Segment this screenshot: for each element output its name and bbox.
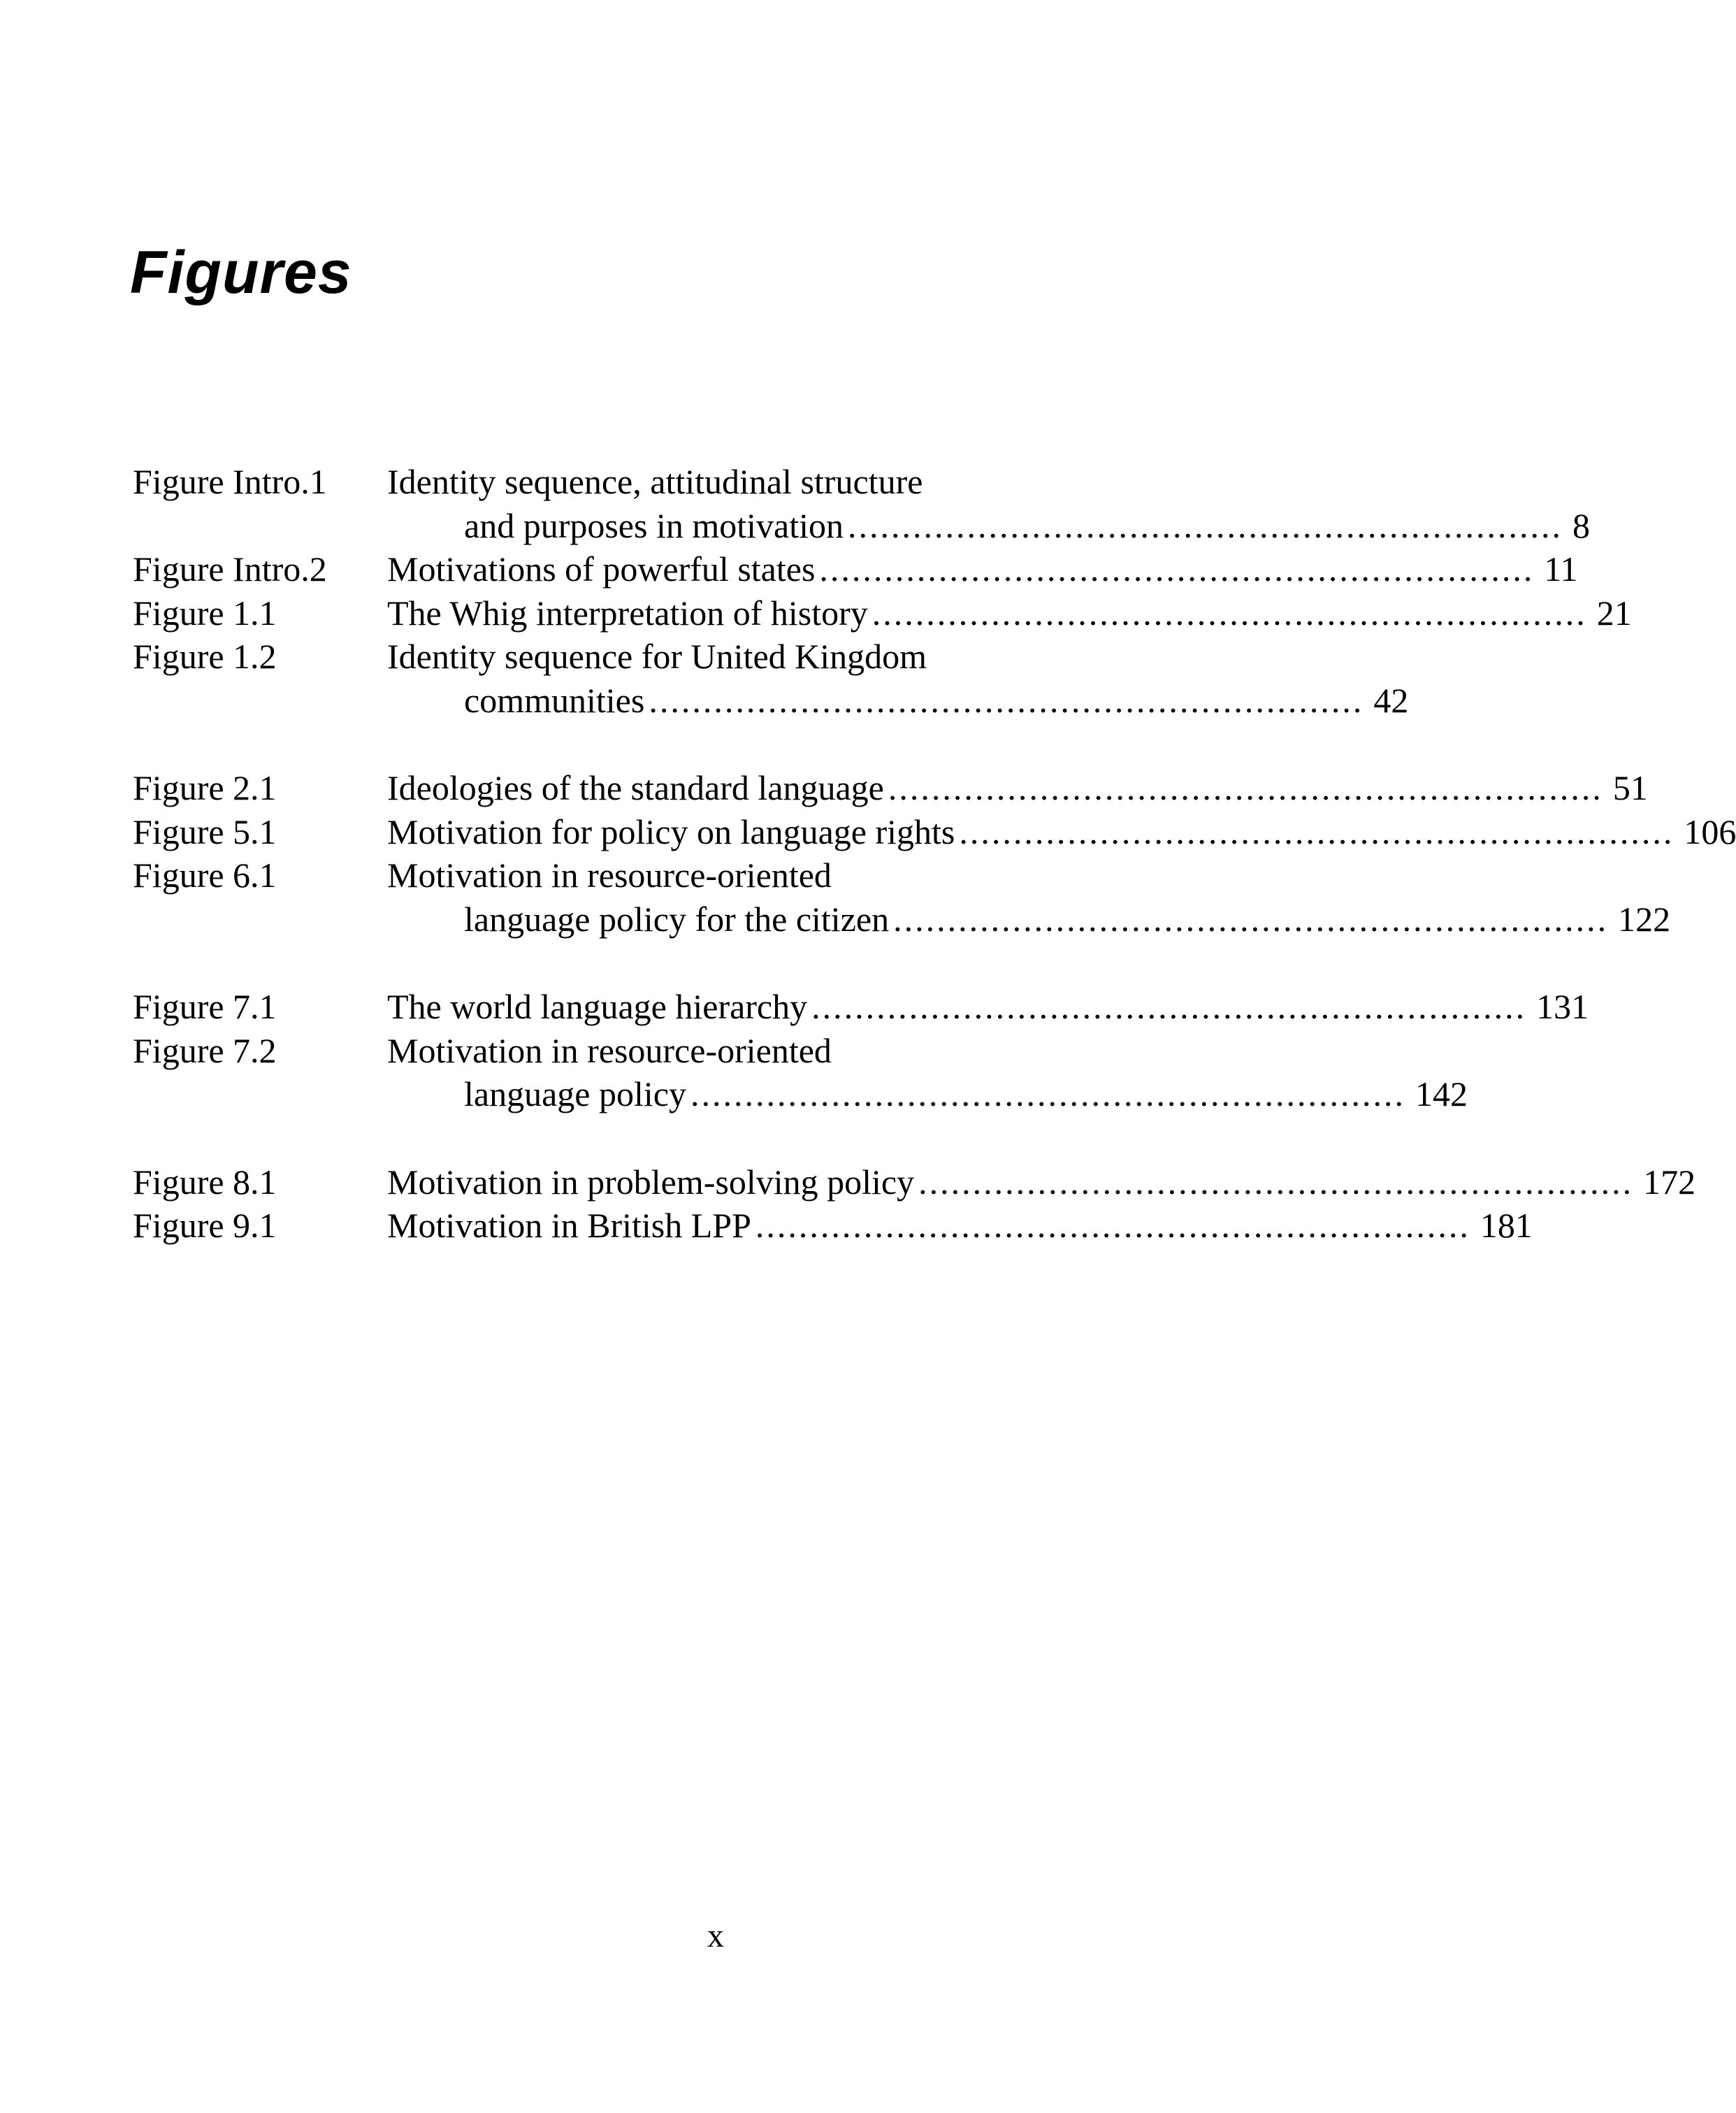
figure-title: Ideologies of the standard language [387,768,884,808]
figure-page-number: 11 [1544,549,1578,589]
dot-leader: .................................................................. [755,1206,1470,1246]
figure-title-with-leader [387,1204,1533,1247]
dot-leader: .................................................................. [871,593,1587,633]
figure-entry-line [0,766,1648,809]
figure-title: The world language hierarchy [387,987,808,1027]
figure-title: Motivations of powerful states [387,549,816,589]
figure-label: Figure Intro.1 [133,462,327,501]
figure-title-with-leader [464,897,1671,941]
figure-title: language policy [464,1074,686,1114]
page-heading: Figures [130,239,352,306]
figure-label: Figure 9.1 [133,1206,277,1246]
figure-page-number: 131 [1536,987,1589,1027]
figure-label: Figure 8.1 [133,1162,277,1202]
dot-leader: .................................................................. [811,987,1527,1027]
figure-title-with-leader [387,591,1632,635]
figure-title-with-leader [387,766,1648,809]
dot-leader: .................................................................. [918,1162,1634,1202]
figure-label: Figure 7.2 [133,1030,277,1070]
figure-entry-line [0,1160,1696,1204]
dot-leader: .................................................................. [959,812,1674,851]
figure-page-number: 172 [1643,1162,1696,1202]
page-number: x [707,1917,724,1954]
figure-page-number: 181 [1480,1206,1533,1246]
dot-leader: .................................................................. [893,900,1609,939]
figure-title-with-leader [464,504,1590,547]
figure-title-with-leader [387,810,1736,853]
figure-title-with-leader [387,1160,1696,1204]
figure-title: Motivation in problem-solving policy [387,1162,915,1202]
figure-title: language policy for the citizen [464,900,890,939]
figure-entry-line [0,460,1431,503]
figure-title: Identity sequence for United Kingdom [387,637,927,677]
dot-leader: .................................................................. [649,681,1364,720]
figure-entry-line [0,547,1578,591]
figure-entry-line [0,635,1431,678]
figure-page-number: 142 [1415,1074,1468,1114]
dot-leader: .................................................................. [819,549,1535,589]
figure-entry-line [0,853,1431,897]
figure-title: Motivation in British LPP [387,1206,751,1246]
figure-title: Identity sequence, attitudinal structure [387,462,923,501]
figure-label: Figure 1.1 [133,593,277,633]
figure-label: Figure 7.1 [133,987,277,1027]
figure-title-with-leader [464,679,1409,722]
figure-label: Figure 2.1 [133,768,277,808]
figure-title: The Whig interpretation of history [387,593,868,633]
figure-entry-line [0,504,1590,547]
figure-entry-line [0,679,1431,722]
figure-label: Figure 1.2 [133,637,277,677]
figure-page-number: 42 [1373,681,1409,720]
figure-title-with-leader [387,985,1589,1028]
figure-title-with-leader [387,547,1578,591]
figure-entry-line [0,985,1589,1028]
figure-label: Figure 5.1 [133,812,277,851]
figure-entry-line [0,1072,1468,1116]
figure-title: Motivation for policy on language rights [387,812,955,851]
figure-title: and purposes in motivation [464,505,844,545]
figure-entry-line [0,810,1736,853]
figure-entry-line [0,897,1671,941]
figure-entry-line [0,1204,1533,1247]
figure-page-number: 8 [1572,505,1590,545]
figure-title: Motivation in resource-oriented [387,1030,832,1070]
dot-leader: .................................................................. [690,1074,1405,1114]
figure-title: communities [464,681,645,720]
figure-label: Figure 6.1 [133,856,277,895]
figure-page-number: 21 [1596,593,1632,633]
figure-label: Figure Intro.2 [133,549,327,589]
figure-page-number: 51 [1612,768,1648,808]
figure-entry-line [0,591,1632,635]
figure-page-number: 106 [1684,812,1736,851]
figure-title-with-leader [464,1072,1468,1116]
dot-leader: .................................................................. [888,768,1603,808]
figure-page-number: 122 [1618,900,1671,939]
dot-leader: .................................................................. [848,505,1563,545]
figure-entry-line [0,1029,1431,1072]
figure-title: Motivation in resource-oriented [387,856,832,895]
